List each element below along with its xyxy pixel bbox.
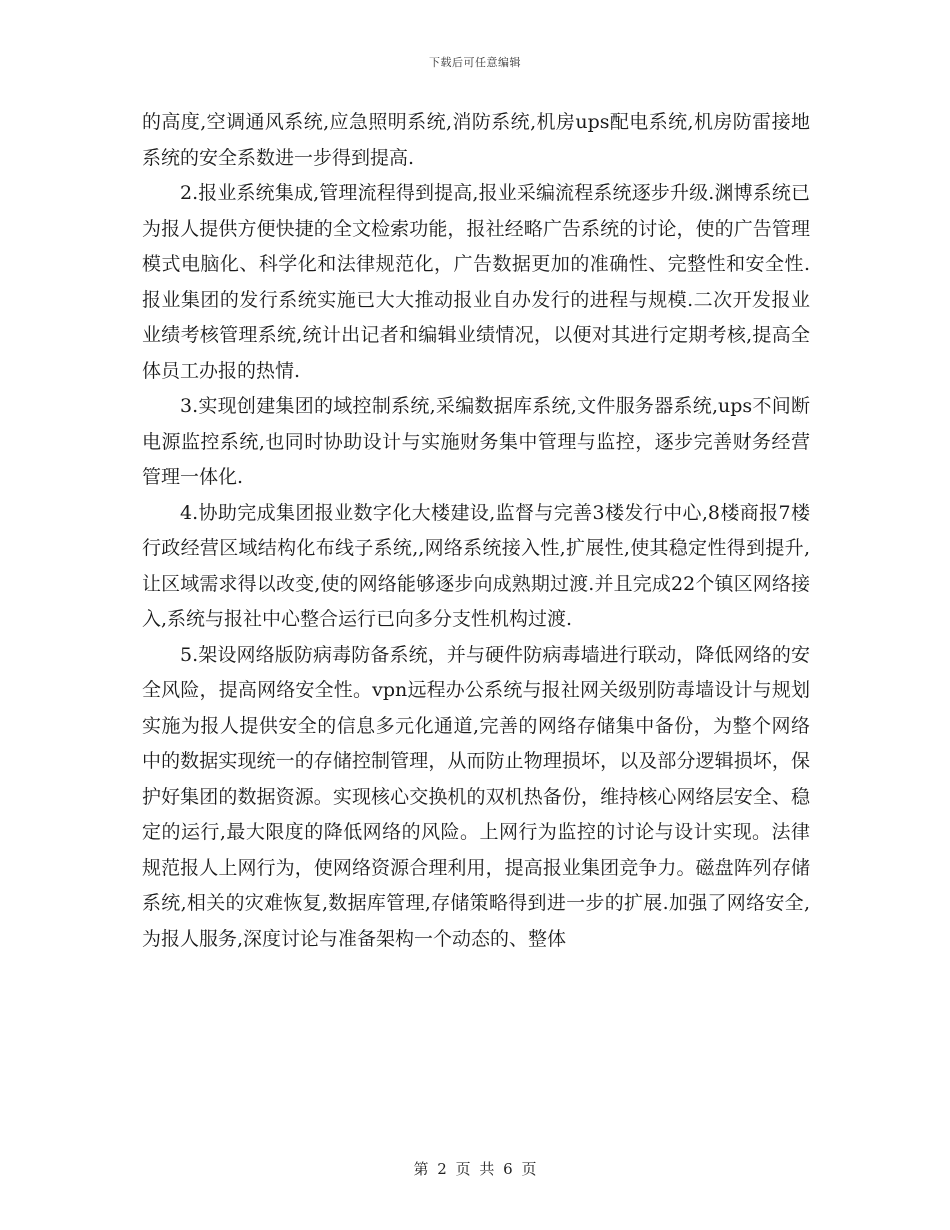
paragraph-item-2: 2.报业系统集成,管理流程得到提高,报业采编流程系统逐步升级.渊博系统已为报人提供方便快捷的全文检索功能，报社经略广告系统的讨论，使的广告管理模式电脑化、科学化和法律规范化，广告数据更加的准确性、完整性和安全性.报业集团的发行系统实施已大大推动报业自办发行的进程与规模.二次开发报业业绩考核管理系统,统计出记者和编辑业绩情况，以便对其进行定期考核,提高全体员工办报的热情. [142, 182, 810, 382]
document-body [142, 105, 810, 957]
paragraph-item-4: 4.协助完成集团报业数字化大楼建设,监督与完善3楼发行中心,8楼商报7楼行政经营区域结构化布线子系统,,网络系统接入性,扩展性,使其稳定性得到提升,让区域需求得以改变,使的网络能够逐步向成熟期过渡.并且完成22个镇区网络接入,系统与报社中心整合运行已向多分支性机构过渡. [142, 501, 810, 630]
paragraph-item-5: 5.架设网络版防病毒防备系统，并与硬件防病毒墙进行联动，降低网络的安全风险，提高网络安全性。vpn远程办公系统与报社网关级别防毒墙设计与规划实施为报人提供安全的信息多元化通道,完善的网络存储集中备份，为整个网络中的数据实现统一的存储控制管理，从而防止物理损坏，以及部分逻辑损坏，保护好集团的数据资源。实现核心交换机的双机热备份，维持核心网络层安全、稳定的运行,最大限度的降低网络的风险。上网行为监控的讨论与设计实现。法律规范报人上网行为，使网络资源合理利用，提高报业集团竞争力。磁盘阵列存储系统,相关的灾难恢复,数据库管理,存储策略得到进一步的扩展.加强了网络安全,为报人服务,深度讨论与准备架构一个动态的、整体 [142, 643, 810, 950]
paragraph-continuation: 的高度,空调通风系统,应急照明系统,消防系统,机房ups配电系统,机房防雷接地系统的安全系数进一步得到提高. [142, 111, 810, 169]
paragraph-item-3: 3.实现创建集团的域控制系统,采编数据库系统,文件服务器系统,ups不间断电源监控系统,也同时协助设计与实施财务集中管理与监控，逐步完善财务经营管理一体化. [142, 395, 810, 488]
page-number-footer: 第 2 页 共 6 页 [413, 1160, 537, 1178]
page-header: 下载后可任意编辑 [429, 56, 521, 69]
